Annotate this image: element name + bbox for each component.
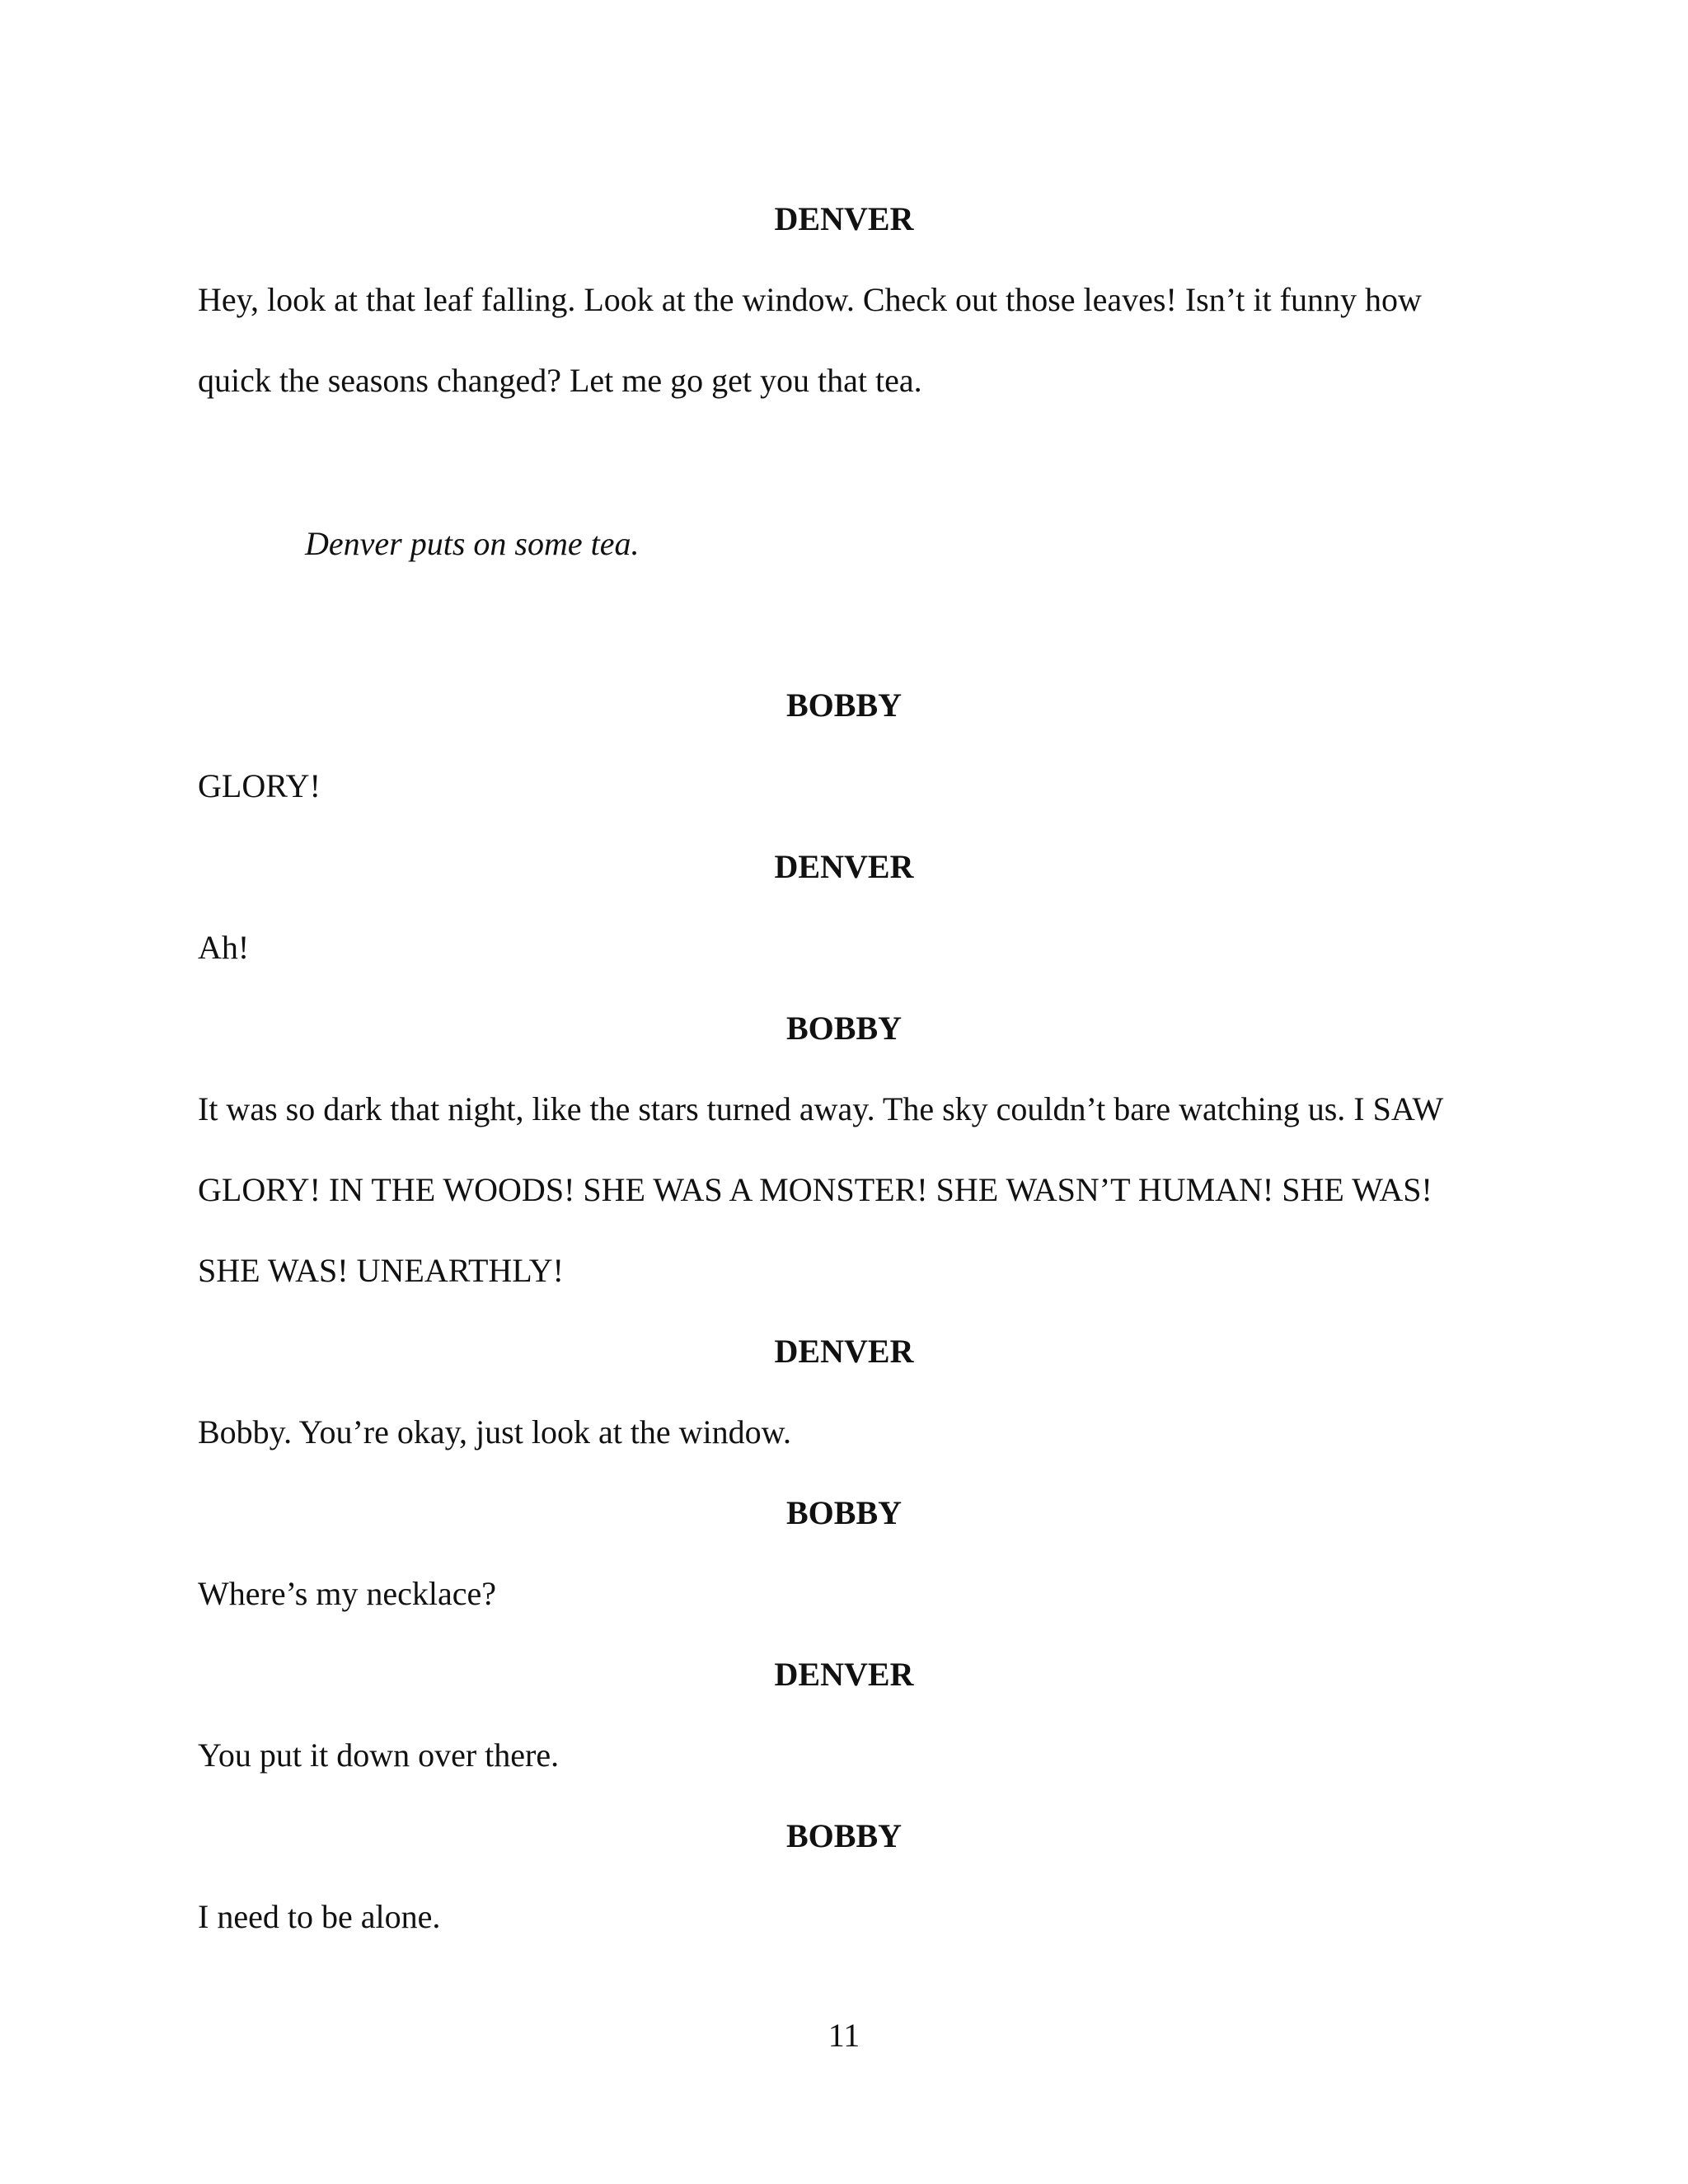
speaker-name: DENVER — [774, 1656, 914, 1693]
stage-direction: Denver puts on some tea. — [305, 525, 640, 562]
speaker-name: BOBBY — [785, 1817, 903, 1854]
dialogue-line: GLORY! IN THE WOODS! SHE WAS A MONSTER! SHE WASN’T HUMAN! SHE WAS! — [198, 1171, 1432, 1208]
dialogue-line: GLORY! — [198, 767, 321, 804]
dialogue-line: Where’s my necklace? — [198, 1575, 497, 1612]
speaker-name: DENVER — [774, 1333, 914, 1370]
speaker-name: DENVER — [774, 848, 914, 885]
dialogue-line: It was so dark that night, like the stars turned away. The sky couldn’t bare watching us. I SAW — [198, 1090, 1444, 1127]
speaker-name: BOBBY — [785, 687, 903, 724]
dialogue-line: Hey, look at that leaf falling. Look at the window. Check out those leaves! Isn’t it funny how — [198, 281, 1422, 318]
dialogue-line: I need to be alone. — [198, 1898, 441, 1935]
speaker-name: BOBBY — [785, 1494, 903, 1531]
dialogue-line: Bobby. You’re okay, just look at the window. — [198, 1413, 791, 1451]
speaker-name: BOBBY — [785, 1010, 903, 1047]
speaker-name: DENVER — [774, 200, 914, 237]
dialogue-line: SHE WAS! UNEARTHLY! — [198, 1252, 564, 1289]
dialogue-line: You put it down over there. — [198, 1736, 560, 1774]
page-number: 11 — [828, 2017, 860, 2054]
dialogue-line: quick the seasons changed? Let me go get you that tea. — [198, 362, 922, 399]
dialogue-line: Ah! — [198, 929, 250, 966]
